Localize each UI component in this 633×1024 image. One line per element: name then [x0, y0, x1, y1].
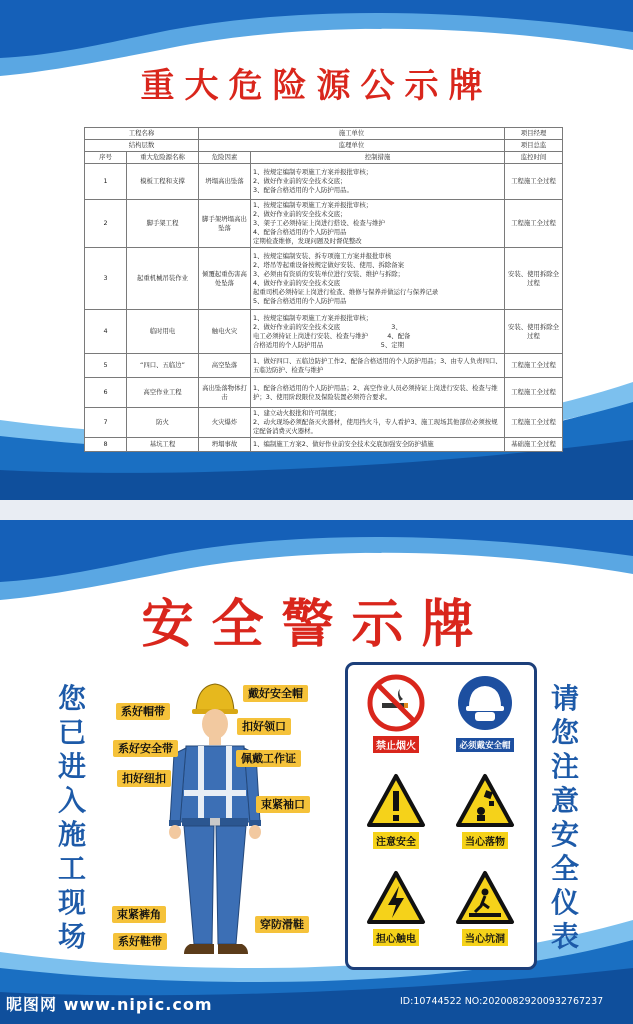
monitor-time: 工程施工全过程: [505, 378, 563, 408]
control-measures: 1、按规定编制安装、拆专项施工方案并报批审核 2、塔吊等起重设备按规定做好安装、使用、拆除备案 3、必须由有资质的安装单位进行安装、维护与拆除； 4、做好作业前的安全技术交底 起重司机必须持证上岗进行检查、维修与保养并做运行与保养记录 5、配备合格适用的个人防护用品: [251, 248, 505, 310]
hazard-name: 模板工程和支撑: [127, 164, 199, 200]
watermark-site: 昵图网 www.nipic.com: [6, 995, 213, 1014]
supervision-unit-label: 监理单位: [199, 140, 505, 152]
hazard-name: “四口、五临边”: [127, 354, 199, 378]
electric-shock-icon: [366, 870, 426, 926]
callout-shoelaces: 系好鞋带: [113, 933, 167, 950]
column-header: 危险因素: [199, 152, 251, 164]
worker-figure: [160, 672, 270, 962]
pit-hole-icon: [455, 870, 515, 926]
sign-caution: [354, 773, 438, 849]
table-row: [85, 408, 563, 438]
hazard-table: [84, 127, 563, 452]
callout-wear-helmet: 戴好安全帽: [243, 685, 308, 702]
control-measures: 1、编制施工方案2、做好作业前安全技术交底加强安全防护措施: [251, 438, 505, 452]
row-number: 5: [85, 354, 127, 378]
monitor-time: 工程施工全过程: [505, 164, 563, 200]
table-row: [85, 438, 563, 452]
hazard-factor: 倾覆起重伤害高处坠落: [199, 248, 251, 310]
monitor-time: 安装、使用拆除全过程: [505, 310, 563, 354]
column-header: 监控时间: [505, 152, 563, 164]
exclamation-warning-icon: [366, 773, 426, 829]
table-info-row: [85, 140, 563, 152]
table-row: [85, 310, 563, 354]
callout-non-slip-shoes: 穿防滑鞋: [255, 916, 309, 933]
sign-pit: [443, 870, 527, 946]
falling-objects-icon: [455, 773, 515, 829]
sign-must-helmet: [443, 673, 527, 752]
row-number: 6: [85, 378, 127, 408]
safety-warning-board: [0, 520, 633, 1024]
safety-sign-panel: [345, 662, 537, 970]
sign-label: 担心触电: [373, 929, 419, 946]
monitor-time: 基础施工全过程: [505, 438, 563, 452]
control-measures: 1、按规定编制专项施工方案并报批审核； 2、做好作业前的安全技术交底； 3、架子工必须持证上岗进行搭设、检查与维护 4、配备合格适用的个人防护用品 定期检查维修，发现问题及时督促整改: [251, 200, 505, 248]
callout-safety-belt: 系好安全带: [113, 740, 178, 757]
sign-label: 当心坑洞: [462, 929, 508, 946]
hazard-name: 起重机械吊装作业: [127, 248, 199, 310]
hazard-factor: 坍塌高出坠落: [199, 164, 251, 200]
sign-label: 当心落物: [462, 832, 508, 849]
control-measures: 1、配备合格适用的个人防护用品；2、高空作业人员必须持证上岗进行安装、检查与维护；3、使用阶段限位及保险装置必须符合要求。: [251, 378, 505, 408]
chief-supervisor-label: 项目总监: [505, 140, 563, 152]
row-number: 3: [85, 248, 127, 310]
table-header-row: [85, 152, 563, 164]
sign-label: 必须戴安全帽: [456, 738, 513, 752]
hazard-board-title: 重大危险源公示牌: [140, 66, 493, 106]
monitor-time: 安装、使用拆除全过程: [505, 248, 563, 310]
monitor-time: 工程施工全过程: [505, 408, 563, 438]
callout-work-card: 佩戴工作证: [236, 750, 301, 767]
project-name-label: 工程名称: [85, 128, 199, 140]
hazard-factor: 坍塌事故: [199, 438, 251, 452]
watermark-id: ID:10744522 NO:20200829200932767237: [400, 996, 604, 1007]
control-measures: 1、按规定编制专项施工方案并报批审核； 2、做好作业前的安全技术交底 3、 电工必须持证上岗进行安装、检查与维护 4、配备 合格适用的个人防护用品 5、定期: [251, 310, 505, 354]
construction-unit-label: 施工单位: [199, 128, 505, 140]
table-info-row: [85, 128, 563, 140]
entered-site-text: 您已进入施工现场: [57, 682, 86, 953]
table-row: [85, 354, 563, 378]
sign-falling-objects: [443, 773, 527, 849]
table-row: [85, 248, 563, 310]
table-row: [85, 200, 563, 248]
monitor-time: 工程施工全过程: [505, 354, 563, 378]
safety-board-title: 安全警示牌: [141, 595, 492, 655]
callout-collar: 扣好领口: [237, 718, 291, 735]
mind-safety-text: 请您注意安全仪表: [550, 682, 579, 953]
hazard-name: 临时用电: [127, 310, 199, 354]
callout-hat-strap: 系好帽带: [116, 703, 170, 720]
column-header: 重大危险源名称: [127, 152, 199, 164]
sign-label: 禁止烟火: [373, 736, 419, 753]
callout-trouser-legs: 束紧裤角: [112, 906, 166, 923]
hazard-name: 高空作业工程: [127, 378, 199, 408]
row-number: 8: [85, 438, 127, 452]
sign-no-smoking: [354, 673, 438, 753]
hazard-board: [0, 0, 633, 500]
no-smoking-icon: [366, 673, 426, 733]
hazard-factor: 脚手架坍塌高出坠落: [199, 200, 251, 248]
control-measures: 1、按规定编制专项施工方案并报批审核； 2、做好作业前的安全技术交底； 3、配备合格适用的个人防护用品。: [251, 164, 505, 200]
callout-cuffs: 束紧袖口: [256, 796, 310, 813]
monitor-time: 工程施工全过程: [505, 200, 563, 248]
hazard-factor: 火灾爆炸: [199, 408, 251, 438]
sign-label: 注意安全: [373, 832, 419, 849]
control-measures: 1、建立动火报批和许可制度； 2、动火现场必须配备灭火器材，使用挡火斗，专人看护3、施工现场其他部位必须按规定配备消费灭火器材。: [251, 408, 505, 438]
hazard-factor: 高出坠落物体打击: [199, 378, 251, 408]
callout-buttons: 扣好纽扣: [117, 770, 171, 787]
row-number: 7: [85, 408, 127, 438]
hazard-name: 脚手架工程: [127, 200, 199, 248]
row-number: 2: [85, 200, 127, 248]
helmet-icon: [455, 673, 515, 733]
sign-electric-shock: [354, 870, 438, 946]
control-measures: 1、做好四口、五临边防护工作2、配备合格适用的个人防护用品；3、由专人负责四口、五临边防护、检查与维护: [251, 354, 505, 378]
row-number: 4: [85, 310, 127, 354]
hazard-name: 基坑工程: [127, 438, 199, 452]
column-header: 序号: [85, 152, 127, 164]
column-header: 控制措施: [251, 152, 505, 164]
table-row: [85, 164, 563, 200]
structure-floors-label: 结构层数: [85, 140, 199, 152]
hazard-factor: 高空坠落: [199, 354, 251, 378]
project-manager-label: 项目经理: [505, 128, 563, 140]
row-number: 1: [85, 164, 127, 200]
table-row: [85, 378, 563, 408]
hazard-factor: 触电火灾: [199, 310, 251, 354]
hazard-name: 防火: [127, 408, 199, 438]
